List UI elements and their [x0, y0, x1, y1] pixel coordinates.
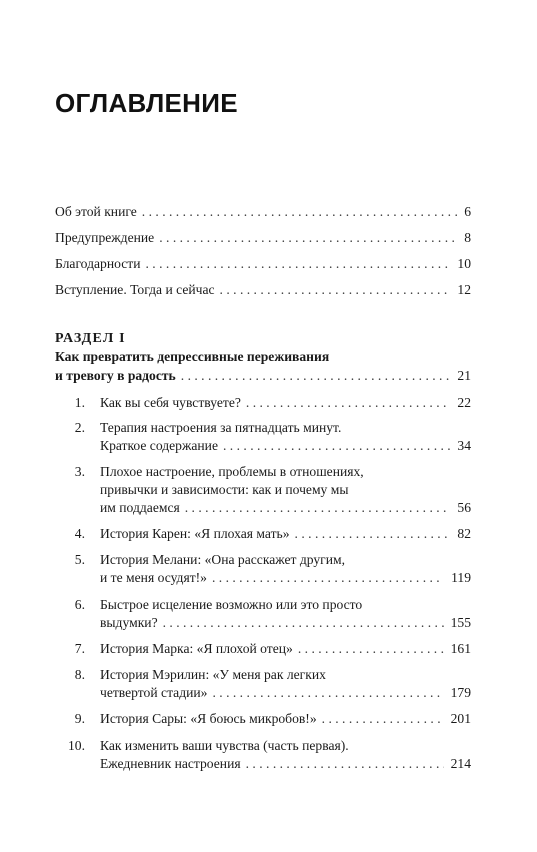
- leader-dots: [246, 754, 444, 773]
- chapter-title-line[interactable]: История Мэрилин: «У меня рак легких: [100, 667, 326, 682]
- leader-dots: [212, 683, 443, 702]
- toc-entry-acknowledgements[interactable]: [55, 254, 471, 273]
- leader-dots: [146, 254, 451, 273]
- toc-entry-section-1[interactable]: [55, 366, 471, 385]
- toc-entry-label: История Карен: «Я плохая мать»: [100, 526, 290, 541]
- toc-entry-label: Об этой книге: [55, 204, 137, 219]
- toc-entry-chapter-6[interactable]: [100, 613, 471, 632]
- toc-entry-page: 179: [450, 685, 471, 700]
- toc-entry-label: Благодарности: [55, 256, 141, 271]
- leader-dots: [295, 524, 451, 543]
- page-title: ОГЛАВЛЕНИЕ: [55, 88, 238, 118]
- toc-entry-page: 82: [457, 526, 471, 541]
- toc-entry-label: четвертой стадии»: [100, 685, 208, 700]
- toc-entry-chapter-5[interactable]: [100, 568, 471, 587]
- chapter-number: 4.: [74, 526, 85, 541]
- toc-entry-label: История Сары: «Я боюсь микробов!»: [100, 711, 317, 726]
- toc-entry-chapter-8[interactable]: [100, 683, 471, 702]
- chapter-number: 9.: [74, 711, 85, 726]
- toc-entry-label: и те меня осудят!»: [100, 570, 207, 585]
- leader-dots: [322, 709, 444, 728]
- toc-entry-page: 161: [450, 641, 471, 656]
- toc-entry-warning[interactable]: [55, 228, 471, 247]
- chapter-number: 10.: [68, 738, 85, 753]
- leader-dots: [185, 498, 451, 517]
- toc-entry-label: Краткое содержание: [100, 438, 218, 453]
- toc-entry-page: 22: [457, 395, 471, 410]
- chapter-number: 3.: [74, 464, 85, 479]
- chapter-title-line[interactable]: Как изменить ваши чувства (часть первая).: [100, 738, 349, 753]
- leader-dots: [142, 202, 457, 221]
- toc-entry-label: им поддаемся: [100, 500, 180, 515]
- toc-entry-chapter-3[interactable]: [100, 498, 471, 517]
- leader-dots: [212, 568, 444, 587]
- chapter-title-line[interactable]: Терапия настроения за пятнадцать минут.: [100, 420, 342, 435]
- chapter-number: 1.: [74, 395, 85, 410]
- chapter-number: 2.: [74, 420, 85, 435]
- leader-dots: [223, 436, 450, 455]
- toc-entry-page: 119: [451, 570, 471, 585]
- toc-entry-page: 56: [457, 500, 471, 515]
- toc-entry-label: выдумки?: [100, 615, 158, 630]
- section-title-line[interactable]: Как превратить депрессивные переживания: [55, 349, 330, 364]
- toc-entry-chapter-9[interactable]: [100, 709, 471, 728]
- chapter-number: 5.: [74, 552, 85, 567]
- toc-entry-chapter-7[interactable]: [100, 639, 471, 658]
- toc-entry-introduction[interactable]: [55, 280, 471, 299]
- toc-entry-page: 155: [450, 615, 471, 630]
- toc-entry-chapter-4[interactable]: [100, 524, 471, 543]
- leader-dots: [298, 639, 444, 658]
- leader-dots: [163, 613, 444, 632]
- toc-entry-about-book[interactable]: [55, 202, 471, 221]
- toc-entry-chapter-10[interactable]: [100, 754, 471, 773]
- toc-entry-page: 34: [457, 438, 471, 453]
- toc-entry-label: Вступление. Тогда и сейчас: [55, 282, 215, 297]
- section-title-line: и тревогу в радость: [55, 368, 176, 383]
- toc-entry-chapter-1[interactable]: [100, 393, 471, 412]
- chapter-number: 6.: [74, 597, 85, 612]
- leader-dots: [181, 366, 451, 385]
- chapter-title-line[interactable]: История Мелани: «Она расскажет другим,: [100, 552, 346, 567]
- chapter-title-line[interactable]: Быстрое исцеление возможно или это просто: [100, 597, 363, 612]
- toc-entry-page: 6: [464, 204, 471, 219]
- toc-entry-page: 12: [457, 282, 471, 297]
- toc-entry-label: Как вы себя чувствуете?: [100, 395, 241, 410]
- leader-dots: [159, 228, 457, 247]
- leader-dots: [246, 393, 451, 412]
- section-label: РАЗДЕЛ I: [55, 331, 126, 346]
- toc-entry-page: 8: [464, 230, 471, 245]
- toc-entry-chapter-2[interactable]: [100, 436, 471, 455]
- toc-entry-label: История Марка: «Я плохой отец»: [100, 641, 293, 656]
- chapter-number: 7.: [74, 641, 85, 656]
- toc-entry-page: 201: [450, 711, 471, 726]
- toc-entry-label: Предупреждение: [55, 230, 155, 245]
- chapter-number: 8.: [74, 667, 85, 682]
- toc-entry-label: Ежедневник настроения: [100, 756, 241, 771]
- leader-dots: [220, 280, 451, 299]
- toc-entry-page: 10: [457, 256, 471, 271]
- toc-entry-page: 21: [457, 368, 471, 383]
- chapter-title-line[interactable]: привычки и зависимости: как и почему мы: [100, 482, 349, 497]
- chapter-title-line[interactable]: Плохое настроение, проблемы в отношениях,: [100, 464, 364, 479]
- toc-entry-page: 214: [450, 756, 471, 771]
